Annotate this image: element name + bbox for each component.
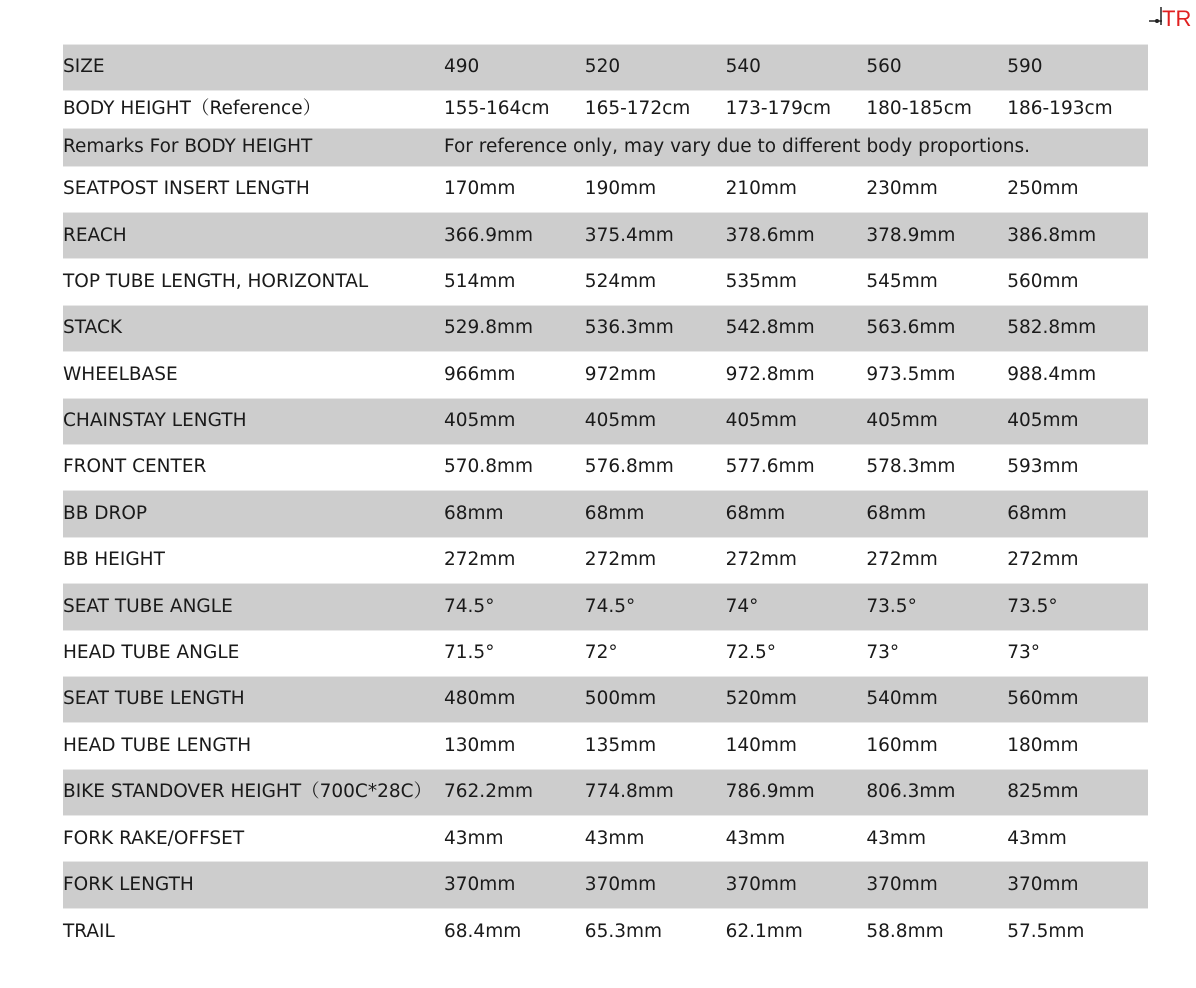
cell-value: 520	[585, 45, 726, 91]
cell-value: 405mm	[585, 398, 726, 444]
table-row	[63, 213, 1148, 259]
cell-value: 386.8mm	[1007, 213, 1148, 259]
table-row	[63, 676, 1148, 722]
cell-value: 173-179cm	[725, 98, 832, 120]
cell-value: 170mm	[444, 178, 516, 200]
table-row	[63, 45, 1148, 91]
cell-value: 68.4mm	[444, 920, 522, 942]
cell-value: 272mm	[866, 549, 938, 571]
cell-value: 375.4mm	[585, 213, 726, 259]
cell-value: 762.2mm	[444, 769, 585, 815]
row-label: TRAIL	[63, 920, 115, 942]
row-label: SEAT TUBE ANGLE	[63, 584, 444, 630]
cell-value: 370mm	[585, 862, 726, 908]
cell-value: 480mm	[444, 676, 585, 722]
cell-value: 563.6mm	[866, 305, 1007, 351]
cell-value: 370mm	[444, 862, 585, 908]
cell-value: 72°	[584, 642, 618, 664]
cell-value: 272mm	[584, 549, 657, 571]
cell-value: 68mm	[1007, 491, 1148, 537]
cell-value: 65.3mm	[584, 920, 663, 942]
cell-value: 577.6mm	[725, 456, 815, 478]
table-row	[63, 491, 1148, 537]
cell-value: 74.5°	[585, 584, 726, 630]
row-label: REACH	[63, 213, 444, 259]
cell-value: 186-193cm	[1007, 98, 1113, 120]
cell-value: 73.5°	[866, 584, 1007, 630]
cell-value: 370mm	[726, 862, 867, 908]
table-row	[63, 537, 1148, 583]
row-label: FORK LENGTH	[63, 862, 444, 908]
cell-value: 405mm	[866, 398, 1007, 444]
brand-logo-text: TR	[1162, 6, 1192, 31]
row-label: TOP TUBE LENGTH, HORIZONTAL	[63, 270, 369, 292]
row-label: SEAT TUBE LENGTH	[63, 676, 444, 722]
cell-value: 536.3mm	[585, 305, 726, 351]
cell-value: 165-172cm	[584, 98, 691, 120]
row-label: FORK RAKE/OFFSET	[63, 827, 245, 849]
cell-value: 43mm	[444, 827, 504, 849]
cell-value: 62.1mm	[725, 920, 803, 942]
cell-value: 593mm	[1007, 456, 1079, 478]
cell-value: 560mm	[1007, 676, 1148, 722]
row-label: BODY HEIGHT（Reference）	[63, 98, 322, 120]
row-label: HEAD TUBE LENGTH	[63, 734, 252, 756]
table-row	[63, 167, 1148, 213]
cell-value: 806.3mm	[866, 769, 1007, 815]
cell-value: 405mm	[444, 398, 585, 444]
cell-value: 180mm	[1007, 734, 1079, 756]
cell-value: 786.9mm	[726, 769, 867, 815]
cell-value: 590	[1007, 45, 1148, 91]
cell-value: 250mm	[1007, 178, 1079, 200]
cell-value: 578.3mm	[866, 456, 956, 478]
table-row	[63, 723, 1148, 769]
cell-value: 68mm	[726, 491, 867, 537]
brand-logo	[1148, 2, 1196, 32]
cell-value: 180-185cm	[866, 98, 972, 120]
row-label: FRONT CENTER	[63, 456, 207, 478]
cell-value: 43mm	[584, 827, 645, 849]
cell-value: 514mm	[444, 270, 516, 292]
cell-value: 988.4mm	[1007, 363, 1097, 385]
cell-value: 68mm	[444, 491, 585, 537]
cell-value: 272mm	[725, 549, 797, 571]
cell-value: 73°	[1007, 642, 1040, 664]
cell-value: 405mm	[1007, 398, 1148, 444]
cell-value: 272mm	[1007, 549, 1079, 571]
cell-value: 71.5°	[444, 642, 495, 664]
cell-value: 72.5°	[725, 642, 777, 664]
table-row	[63, 908, 1148, 954]
table-row	[63, 444, 1148, 490]
row-label: BIKE STANDOVER HEIGHT（700C*28C）	[63, 769, 444, 815]
cell-value: 68mm	[585, 491, 726, 537]
cell-value: 43mm	[1007, 827, 1067, 849]
cell-value: 272mm	[444, 549, 516, 571]
cell-value: 74°	[726, 584, 867, 630]
cell-value: 529.8mm	[444, 305, 585, 351]
geometry-table	[63, 44, 1148, 955]
table-row	[63, 862, 1148, 908]
row-label: WHEELBASE	[63, 363, 178, 385]
cell-value: 378.9mm	[866, 213, 1007, 259]
cell-value: 524mm	[584, 270, 657, 292]
table-row	[63, 630, 1148, 676]
cell-value: 210mm	[725, 178, 797, 200]
cell-value: 825mm	[1007, 769, 1148, 815]
table-row	[63, 259, 1148, 305]
row-label: SIZE	[63, 45, 444, 91]
cell-value: 190mm	[584, 178, 657, 200]
cell-value: 542.8mm	[726, 305, 867, 351]
cell-value: 73.5°	[1007, 584, 1148, 630]
cell-value: 155-164cm	[444, 98, 550, 120]
cell-value: 135mm	[584, 734, 657, 756]
cell-value: 490	[444, 45, 585, 91]
cell-value: 230mm	[866, 178, 938, 200]
cell-value: 68mm	[866, 491, 1007, 537]
cell-value: 972mm	[584, 363, 657, 385]
row-label: SEATPOST INSERT LENGTH	[63, 178, 310, 200]
row-label: BB HEIGHT	[63, 549, 165, 571]
cell-value: 540mm	[866, 676, 1007, 722]
cell-value: 58.8mm	[866, 920, 944, 942]
cell-value: 73°	[866, 642, 900, 664]
cell-value: 545mm	[866, 270, 938, 292]
cell-value: 560	[866, 45, 1007, 91]
row-note: For reference only, may vary due to different body proportions.	[444, 129, 1148, 167]
row-label: Remarks For BODY HEIGHT	[63, 129, 444, 167]
cell-value: 972.8mm	[725, 363, 815, 385]
cell-value: 576.8mm	[584, 456, 674, 478]
cell-value: 520mm	[726, 676, 867, 722]
cell-value: 405mm	[726, 398, 867, 444]
cell-value: 973.5mm	[866, 363, 956, 385]
cell-value: 378.6mm	[726, 213, 867, 259]
table-row	[63, 584, 1148, 630]
cell-value: 43mm	[725, 827, 786, 849]
cell-value: 966mm	[444, 363, 516, 385]
cell-value: 140mm	[725, 734, 797, 756]
cell-value: 540	[726, 45, 867, 91]
cell-value: 535mm	[725, 270, 797, 292]
cell-value: 774.8mm	[585, 769, 726, 815]
row-label: CHAINSTAY LENGTH	[63, 398, 444, 444]
table-row	[63, 305, 1148, 351]
table-row	[63, 352, 1148, 398]
row-label: STACK	[63, 305, 444, 351]
cell-value: 570.8mm	[444, 456, 534, 478]
cell-value: 366.9mm	[444, 213, 585, 259]
table-row	[63, 398, 1148, 444]
cell-value: 370mm	[1007, 862, 1148, 908]
cell-value: 560mm	[1007, 270, 1079, 292]
table-row	[63, 769, 1148, 815]
cell-value: 130mm	[444, 734, 516, 756]
cell-value: 370mm	[866, 862, 1007, 908]
cell-value: 43mm	[866, 827, 926, 849]
cell-value: 500mm	[585, 676, 726, 722]
table-row	[63, 129, 1148, 167]
geometry-table-body	[63, 45, 1148, 955]
cell-value: 57.5mm	[1007, 920, 1085, 942]
cell-value: 160mm	[866, 734, 938, 756]
cell-value: 74.5°	[444, 584, 585, 630]
table-row	[63, 816, 1148, 862]
cell-value: 582.8mm	[1007, 305, 1148, 351]
row-label: BB DROP	[63, 491, 444, 537]
row-label: HEAD TUBE ANGLE	[63, 642, 240, 664]
table-row	[63, 91, 1148, 129]
